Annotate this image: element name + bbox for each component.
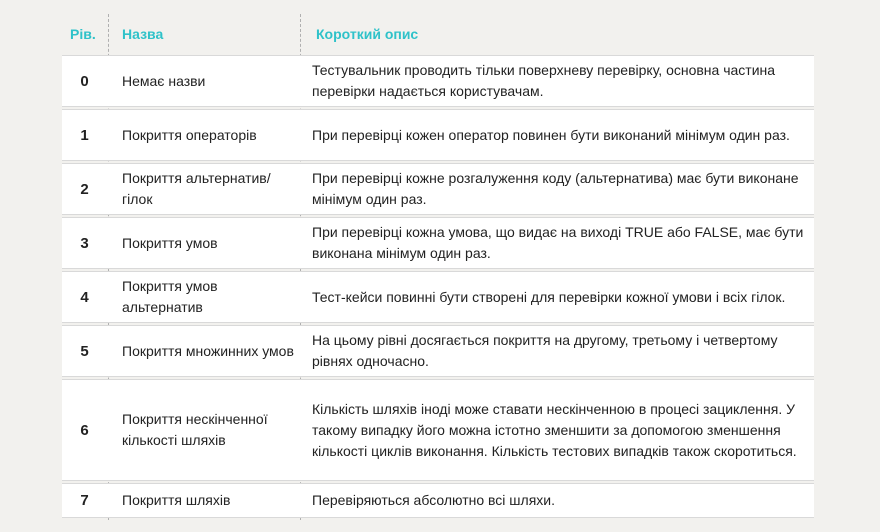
row-name: Немає назви [122, 72, 206, 89]
row-name: Покриття операторів [122, 126, 257, 143]
row-level: 2 [80, 180, 89, 198]
row-level: 6 [80, 421, 89, 439]
table-row [62, 55, 814, 107]
row-name: Покриття нескінченної кількості шляхів [122, 411, 268, 448]
row-level: 7 [80, 492, 89, 509]
table-row [62, 271, 814, 323]
row-level: 3 [80, 234, 89, 252]
row-name: Покриття множинних умов [122, 342, 294, 359]
row-level: 5 [80, 342, 89, 360]
row-description: Перевіряються абсолютно всі шляхи. [312, 492, 555, 508]
table-row [62, 217, 814, 269]
row-name: Покриття альтернатив/гілок [122, 170, 271, 207]
header-level: Рів. [70, 26, 96, 42]
table-row [62, 325, 814, 377]
table-row [62, 163, 814, 215]
row-description: При перевірці кожен оператор повинен бути виконаний мінімум один раз. [312, 126, 790, 143]
row-description: При перевірці кожна умова, що видає на виході TRUE або FALSE, має бути виконана мінімум один раз. [312, 224, 804, 261]
row-description: При перевірці кожне розгалуження коду (альтернатива) має бути виконане мінімум один раз. [312, 170, 799, 207]
row-description: Кількість шляхів іноді може ставати нескінченною в процесі зациклення. У такому випадку його можна істотно зменшити за допомогою зменшення кількості циклів виконання. Кількість тестових випадків також скоротиться. [312, 400, 797, 459]
header-name: Назва [122, 26, 164, 42]
row-level: 1 [80, 126, 89, 144]
table-row [62, 109, 814, 161]
row-description: На цьому рівні досягається покриття на другому, третьому і четвертому рівнях одночасно. [312, 332, 778, 369]
coverage-levels-table [62, 14, 814, 520]
row-name: Покриття умов альтернатив [122, 278, 218, 315]
table-row [62, 379, 814, 481]
table-row [62, 483, 814, 518]
row-level: 0 [80, 72, 89, 90]
row-description: Тест-кейси повинні бути створені для перевірки кожної умови і всіх гілок. [312, 288, 786, 305]
row-description: Тестувальник проводить тільки поверхневу перевірку, основна частина перевірки надається користувачам. [312, 62, 776, 99]
row-name: Покриття шляхів [122, 492, 231, 508]
header-description: Короткий опис [316, 26, 419, 42]
row-level: 4 [80, 288, 89, 306]
table-header [62, 14, 814, 55]
row-name: Покриття умов [122, 234, 218, 251]
